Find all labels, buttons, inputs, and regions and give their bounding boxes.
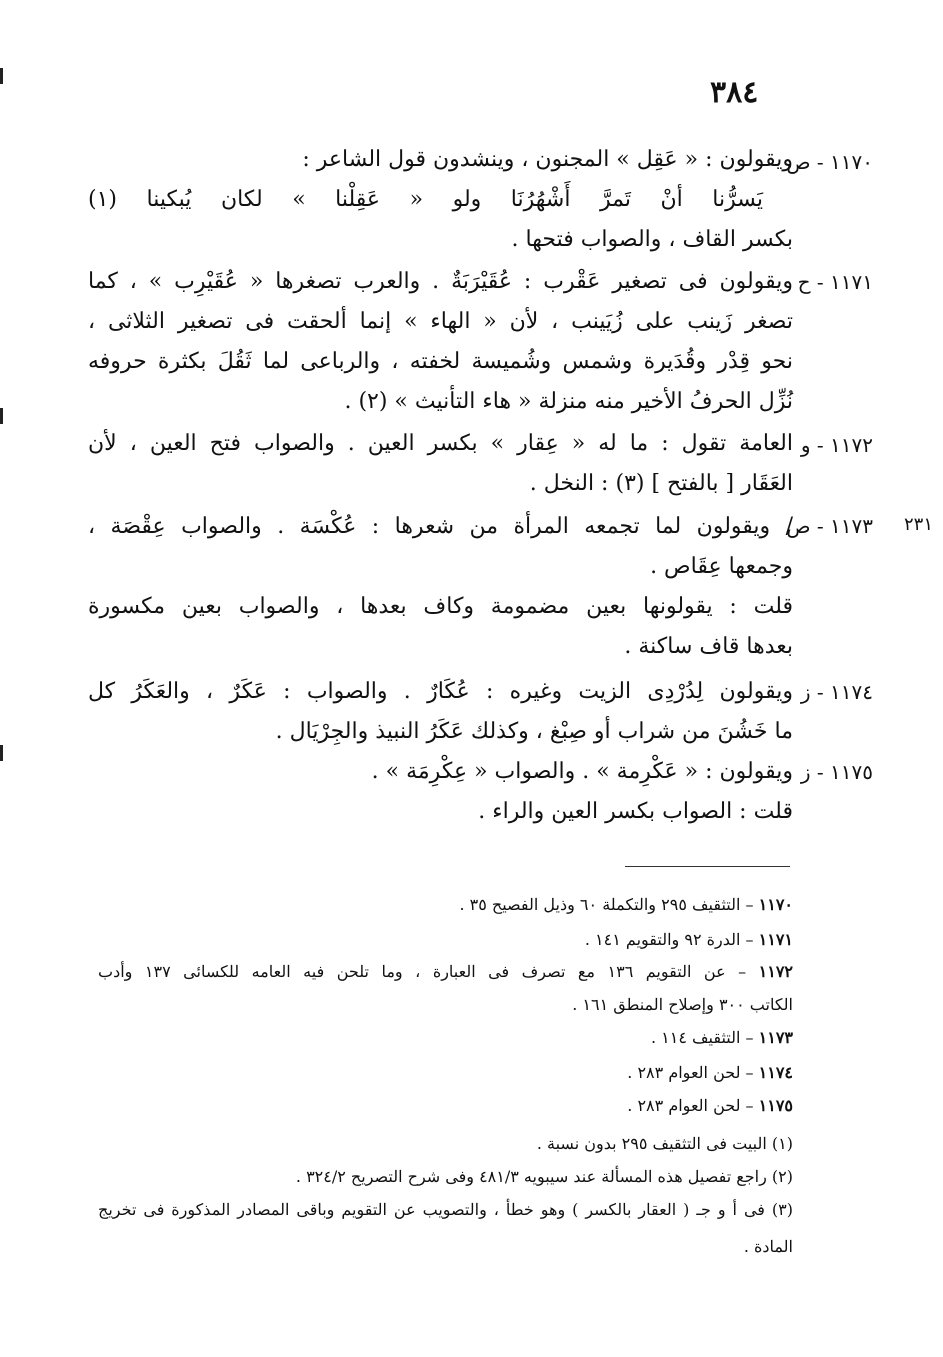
ref-text: – التثقيف ١١٤ . (650, 1028, 759, 1047)
entry-line: ويقولون : « عَقِل » المجنون ، وينشدون قول الشاعر : (302, 147, 793, 172)
entry-line: ويقولون فى تصغير عَقْرب : عُقَيْرَبَةٌ . والعرب تصغرها « عُقَيْرِب » ، كما (88, 269, 793, 294)
source-ref (98, 962, 793, 981)
entry-code: ١١٧١ - ح (797, 270, 873, 294)
entry-line: قلت : يقولونها بعين مضمومة وكاف بعدها ، والصواب بعين مكسورة (88, 594, 793, 619)
entry-code: ١١٧٤ - ز (800, 680, 873, 704)
entry-line: تصغر زَينب على زُيَينب ، لأن « الهاء » إنما ألحقت فى تصغير الثلاثى ، (88, 309, 793, 334)
entry-1171 (88, 262, 793, 422)
entry-line: ويقولون : « عَكْرِمة » . والصواب « عِكْرِمَة » . (371, 759, 793, 784)
entry-line: ويقولون لِدُرْدِى الزيت وغيره : عُكَارٌ . والصواب : عَكَرٌ ، والعَكَرُ كل (88, 679, 793, 704)
entry-1172 (88, 424, 793, 504)
entry-line: قلت : الصواب بكسر العين والراء . (478, 799, 793, 824)
page-number: ٣٨٤ (710, 75, 759, 110)
entry-code: ١١٧٣ - ص (786, 514, 873, 538)
entry-code: ١١٧٠ - ص (786, 150, 873, 174)
entry-line: بكسر القاف ، والصواب فتحها . (511, 227, 793, 252)
entry-line: نحو قِدْر وقُدَيرة وشمس وشُميسة لخفته ، والرباعى لما ثَقُلَ بكثرة حروفه (88, 349, 793, 374)
entry-code: ١١٧٥ - ز (800, 760, 873, 784)
source-ref (627, 1063, 793, 1082)
entry-1175 (88, 752, 793, 832)
footnote-separator (625, 866, 790, 867)
entry-line: العامة تقول : ما له « عِقار » بكسر العين . والصواب فتح العين ، لأن (88, 431, 793, 456)
scan-edge-mark (0, 408, 3, 424)
source-ref (627, 1096, 793, 1115)
entry-line: نُزِّل الحرفُ الأخير منه منزلة « هاء التأنيث » (٢) . (344, 389, 793, 414)
ref-text: – لحن العوام ٢٨٣ . (627, 1063, 759, 1082)
ref-number: ١١٧٢ (758, 962, 793, 981)
ref-number: ١١٧٤ (758, 1063, 793, 1082)
entry-1170 (88, 140, 793, 260)
footnote: (١) البيت فى التثقيف ٢٩٥ بدون نسبة . (536, 1134, 793, 1153)
entry-line: العَقَار [ بالفتح ] (٣) : النخل . (529, 471, 793, 496)
entry-line: ما خَشُنَ من شراب أو صِبْغ ، وكذلك عَكَرُ النبيذ والجِرْيَال . (275, 719, 793, 744)
ref-number: ١١٧١ (758, 930, 793, 949)
entry-1173 (88, 507, 793, 667)
ref-number: ١١٧٣ (758, 1028, 793, 1047)
ref-number: ١١٧٥ (758, 1096, 793, 1115)
verse-line: يَسرُّنا أنْ تَمرَّ أَشْهُرُنَا ولو « عَقِلْنا » لكان يُبكينا (١) (88, 187, 763, 212)
footnote-continuation: المادة . (743, 1237, 793, 1256)
entry-line: / ويقولون لما تجمعه المرأة من شعرها : عُكْسَة . والصواب عِقْصَة ، (88, 514, 793, 539)
source-ref-continuation: الكاتب ٣٠٠ وإصلاح المنطق ١٦١ . (572, 995, 793, 1014)
margin-reference: ٢٣١ (903, 514, 933, 535)
source-ref (585, 930, 793, 949)
entry-line: بعدها قاف ساكنة . (624, 634, 793, 659)
scan-edge-mark (0, 745, 3, 761)
ref-number: ١١٧٠ (758, 895, 793, 914)
entry-line: وجمعها عِقَاص . (650, 554, 793, 579)
entry-1174 (88, 672, 793, 752)
ref-text: – لحن العوام ٢٨٣ . (627, 1096, 759, 1115)
ref-text: – الدرة ٩٢ والتقويم ١٤١ . (584, 930, 759, 949)
entry-code: ١١٧٢ - و (800, 433, 873, 457)
footnote: (٢) راجع تفصيل هذه المسألة عند سيبويه ٤٨١/٣ وفى شرح التصريح ٣٢٤/٢ . (295, 1167, 793, 1186)
scan-edge-mark (0, 68, 3, 84)
ref-text: – عن التقويم ١٣٦ مع تصرف فى العبارة ، وما تلحن فيه العامه للكسائى ١٣٧ وأدب (98, 962, 759, 981)
source-ref (651, 1028, 793, 1047)
ref-text: – التثقيف ٢٩٥ والتكملة ٦٠ وذيل الفصيح ٣٥ . (459, 895, 759, 914)
footnote: (٣) فى أ و جـ ( العقار بالكسر ) وهو خطأ ، والتصويب عن التقويم وباقى المصادر المذكورة فى تخريج (98, 1200, 793, 1219)
source-ref (459, 895, 793, 914)
